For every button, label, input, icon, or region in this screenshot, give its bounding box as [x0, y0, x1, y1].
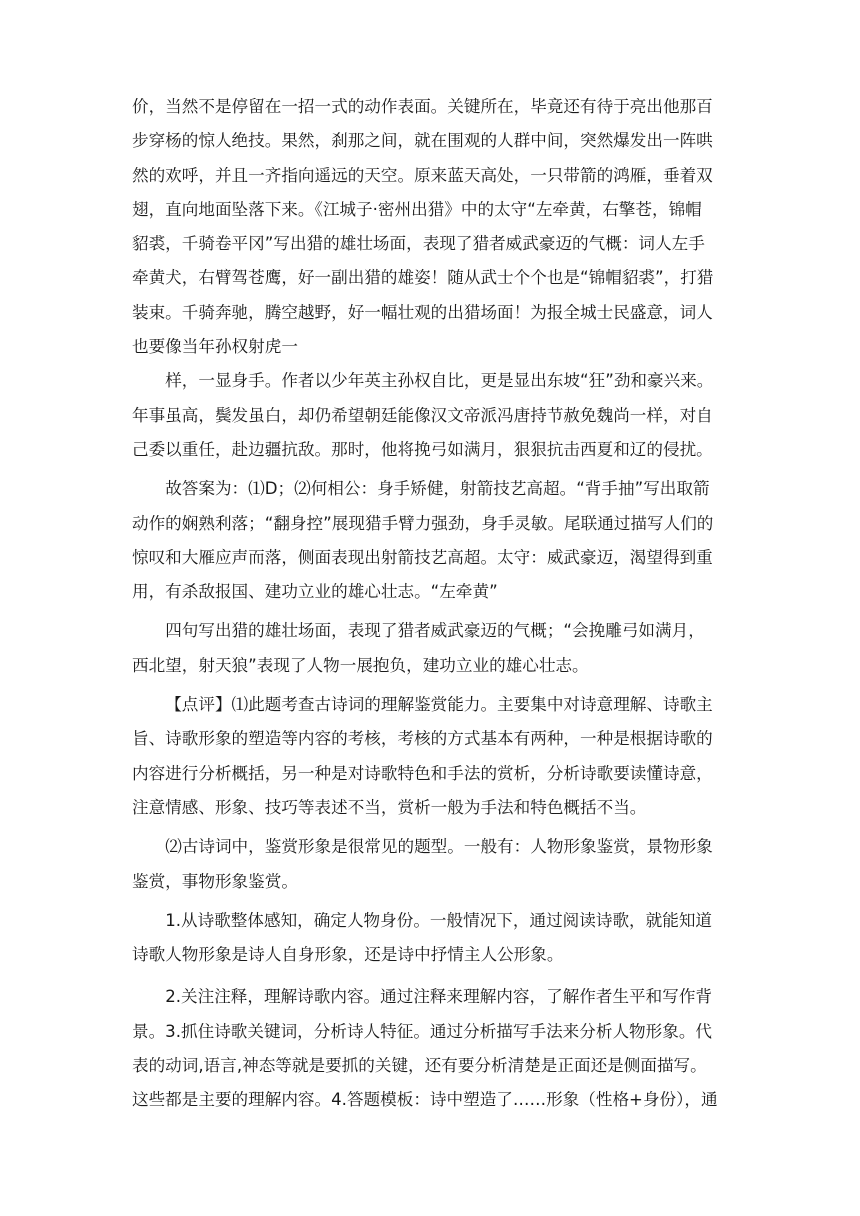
text-line: 惊叹和大雁应声而落，侧面表现出射箭技艺高超。太守：威武豪迈，渴望得到重 — [132, 547, 713, 567]
text-line: 内容进行分析概括，另一种是对诗歌特色和手法的赏析，分析诗歌要读懂诗意， — [132, 763, 713, 783]
text-line: 价，当然不是停留在一招一式的动作表面。关键所在，毕竟还有待于亮出他那百 — [132, 97, 713, 116]
text-line: 故答案为：⑴D；⑵何相公：身手矫健，射箭技艺高超。“背手抽”写出取箭 — [165, 479, 710, 499]
text-line: 也要像当年孙权射虎一 — [132, 337, 298, 357]
text-line: 用，有杀敌报国、建功立业的雄心壮志。“左牵黄” — [132, 582, 498, 602]
text-line: 动作的娴熟利落；“翻身控”展现猎手臂力强劲，身手灵敏。尾联通过描写人们的 — [132, 513, 714, 533]
text-line: 鉴赏，事物形象鉴赏。 — [132, 871, 298, 891]
text-line: ⑵古诗词中，鉴赏形象是很常见的题型。一般有：人物形象鉴赏，景物形象 — [165, 837, 713, 857]
text-line: 步穿杨的惊人绝技。果然，刹那之间，就在围观的人群中间，突然爆发出一阵哄 — [132, 131, 713, 151]
text-line: 景。3.抓住诗歌关键词，分析诗人特征。通过分析描写手法来分析人物形象。代 — [132, 1021, 713, 1041]
paragraph-6 — [132, 830, 730, 899]
text-line: 【点评】⑴此题考查古诗词的理解鉴赏能力。主要集中对诗意理解、诗歌主 — [165, 695, 713, 715]
text-line: 样，一显身手。作者以少年英主孙权自比，更是显出东坡“狂”劲和豪兴来。 — [165, 371, 714, 391]
text-line: 己委以重任，赴边疆抗敌。那时，他将挽弓如满月，狠狠抗击西夏和辽的侵扰。 — [132, 439, 713, 459]
text-line: 注意情感、形象、技巧等表述不当，赏析一般为手法和特色概括不当。 — [132, 797, 647, 817]
text-line: 装束。千骑奔驰，腾空越野，好一幅壮观的出猎场面！为报全城士民盛意，词人 — [132, 302, 713, 322]
text-line: 表的动词,语言,神态等就是要抓的关键，还有要分析清楚是正面还是侧面描写。 — [132, 1056, 707, 1076]
text-line: 西北望，射天狼”表现了人物一展抱负，建功立业的雄心壮志。 — [132, 655, 589, 675]
text-line: 牵黄犬，右臂驾苍鹰，好一副出猎的雄姿！随从武士个个也是“锦帽貂裘”，打猎 — [132, 268, 714, 288]
paragraph-5 — [132, 688, 730, 825]
text-line: 2.关注注释，理解诗歌内容。通过注释来理解内容，了解作者生平和写作背 — [165, 987, 713, 1007]
text-line: 翅，直向地面坠落下来。《江城子·密州出猎》中的太守“左牵黄，右擎苍，锦帽 — [132, 199, 702, 219]
text-line: 旨、诗歌形象的塑造等内容的考核，考核的方式基本有两种，一种是根据诗歌的 — [132, 729, 713, 749]
document-body — [132, 90, 730, 1123]
text-line: 然的欢呼，并且一齐指向遥远的天空。原来蓝天高处，一只带箭的鸿雁，垂着双 — [132, 165, 713, 185]
paragraph-4 — [132, 614, 730, 683]
paragraph-8 — [132, 980, 730, 1117]
paragraph-3 — [132, 472, 730, 609]
paragraph-7 — [132, 904, 730, 973]
text-line: 四句写出猎的雄壮场面，表现了猎者威武豪迈的气概；“会挽雕弓如满月， — [165, 621, 705, 641]
paragraph-2 — [132, 364, 730, 467]
text-line: 这些都是主要的理解内容。4.答题模板：诗中塑造了……形象（性格+身份），通 — [132, 1090, 718, 1110]
text-line: 年事虽高，鬓发虽白，却仍希望朝廷能像汉文帝派冯唐持节赦免魏尚一样，对自 — [132, 405, 713, 425]
text-line: 诗歌人物形象是诗人自身形象，还是诗中抒情主人公形象。 — [132, 945, 564, 965]
paragraph-1 — [132, 90, 730, 364]
text-line: 1.从诗歌整体感知，确定人物身份。一般情况下，通过阅读诗歌，就能知道 — [165, 910, 713, 930]
text-line: 貂裘，千骑卷平冈”写出猎的雄壮场面，表现了猎者威武豪迈的气概：词人左手 — [132, 234, 705, 254]
